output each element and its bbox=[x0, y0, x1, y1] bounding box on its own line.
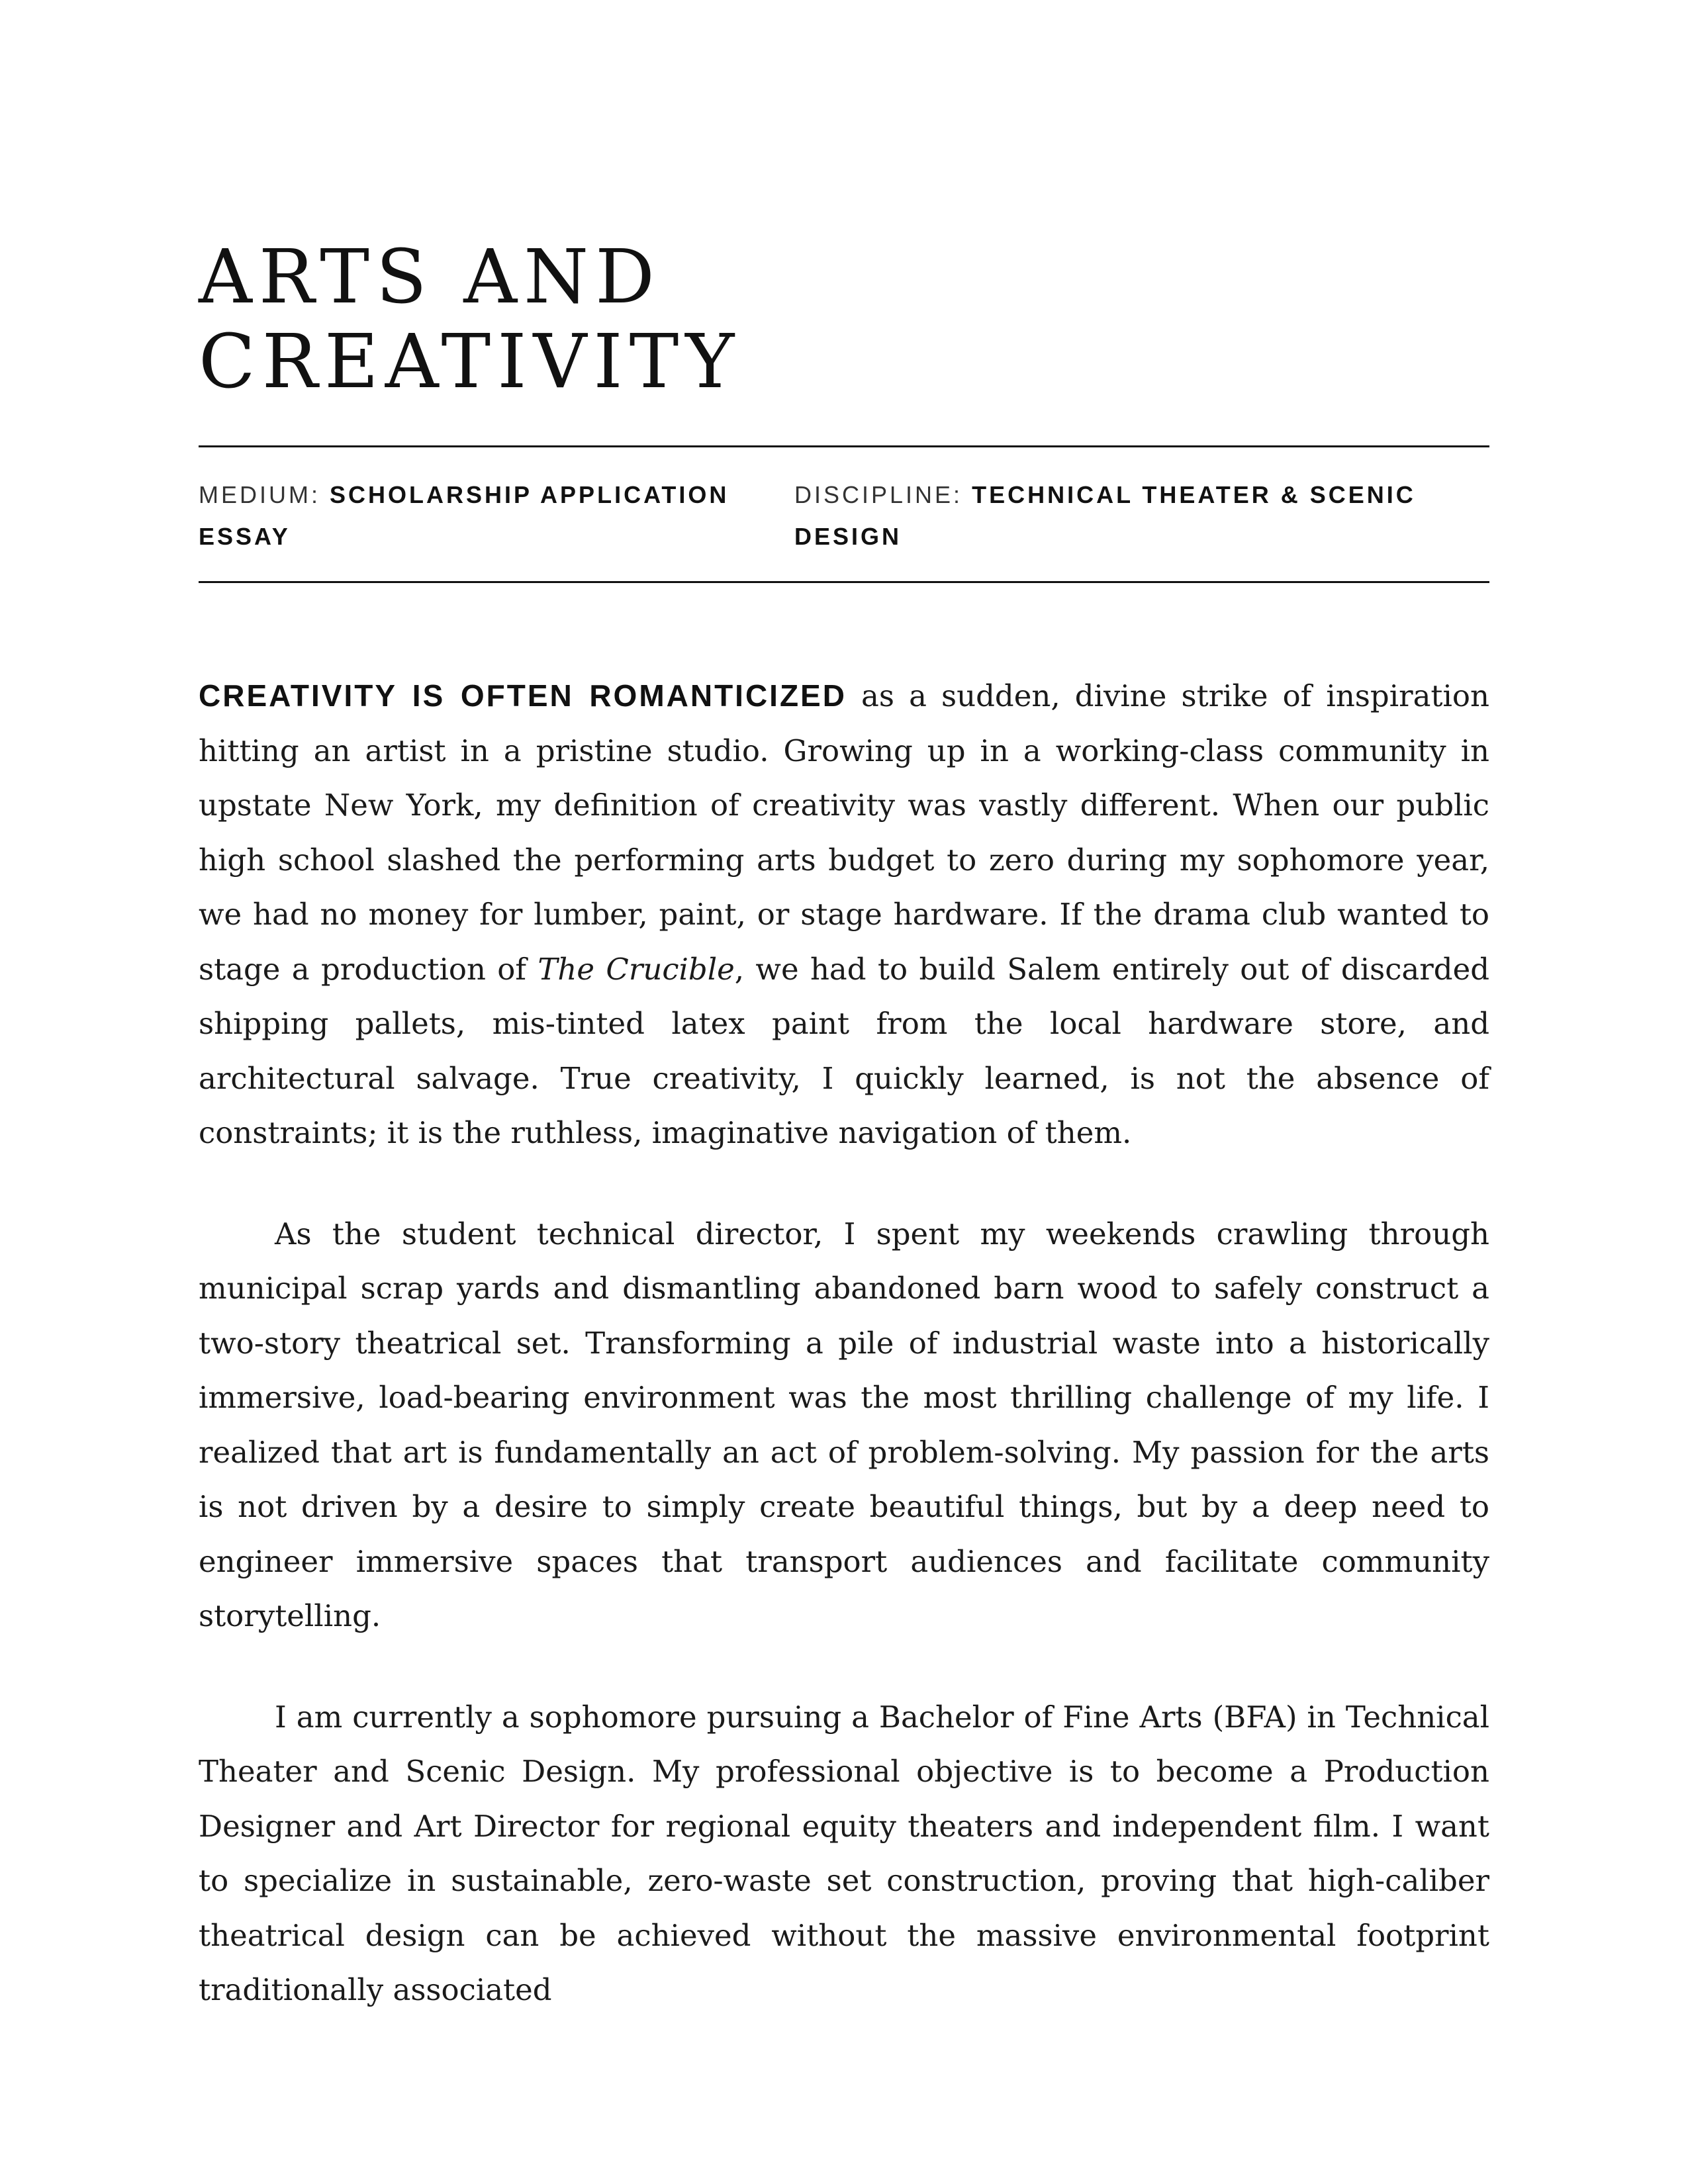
title-line-2: CREATIVITY bbox=[199, 319, 741, 405]
discipline-label: DISCIPLINE: bbox=[794, 481, 963, 508]
medium-value: SCHOLARSHIP APPLICATION ESSAY bbox=[199, 481, 729, 550]
page-title bbox=[199, 235, 1489, 404]
title-line-1: ARTS AND bbox=[199, 234, 661, 320]
play-title: The Crucible bbox=[538, 951, 735, 987]
paragraph-1-text-b: , we had to build Salem entirely out of discarded shipping pallets, mis-tinted latex paint from the local hardware store, and architectural salvage. True creativity, I quickly learned, is not the absence of constraints; it is the ruthless, imaginative navigation of them. bbox=[199, 951, 1490, 1150]
bottom-divider bbox=[199, 581, 1489, 583]
essay-paragraph-2: As the student technical director, I spent my weekends crawling through municipal scrap yards and dismantling abandoned barn wood to safely construct a two-story theatrical set. Transforming a pile of industrial waste into a historically immersive, load-bearing environment was the most thrilling challenge of my life. I realized that art is fundamentally an act of problem-solving. My passion for the arts is not driven by a desire to simply create beautiful things, but by a deep need to engineer immersive spaces that transport audiences and facilitate community storytelling. bbox=[199, 1216, 1489, 1633]
paragraph-1-text-a: as a sudden, divine strike of inspiration hitting an artist in a pristine studio. Growing up in a working-class community in upstate New York, my definition of creativity was vastly different. When our public high school slashed the performing arts budget to zero during my sophomore year, we had no money for lumber, paint, or stage hardware. If the drama club wanted to stage a production of bbox=[199, 678, 1489, 987]
essay-body bbox=[199, 668, 1489, 2018]
discipline-value: TECHNICAL THEATER & SCENIC DESIGN bbox=[794, 481, 1416, 550]
top-divider bbox=[199, 445, 1489, 447]
essay-paragraph-1 bbox=[199, 668, 1489, 1161]
lead-in-text: CREATIVITY IS OFTEN ROMANTICIZED bbox=[199, 678, 847, 713]
medium-label: MEDIUM: bbox=[199, 481, 320, 508]
discipline-field bbox=[794, 474, 1483, 557]
medium-field bbox=[199, 474, 768, 557]
essay-paragraph-3: I am currently a sophomore pursuing a Bachelor of Fine Arts (BFA) in Technical Theater and Scenic Design. My professional objective is to become a Production Designer and Art Director for regional equity theaters and independent film. I want to specialize in sustainable, zero-waste set construction, proving that high-caliber theatrical design can be achieved without the massive environmental footprint traditionally associated bbox=[199, 1699, 1489, 2007]
